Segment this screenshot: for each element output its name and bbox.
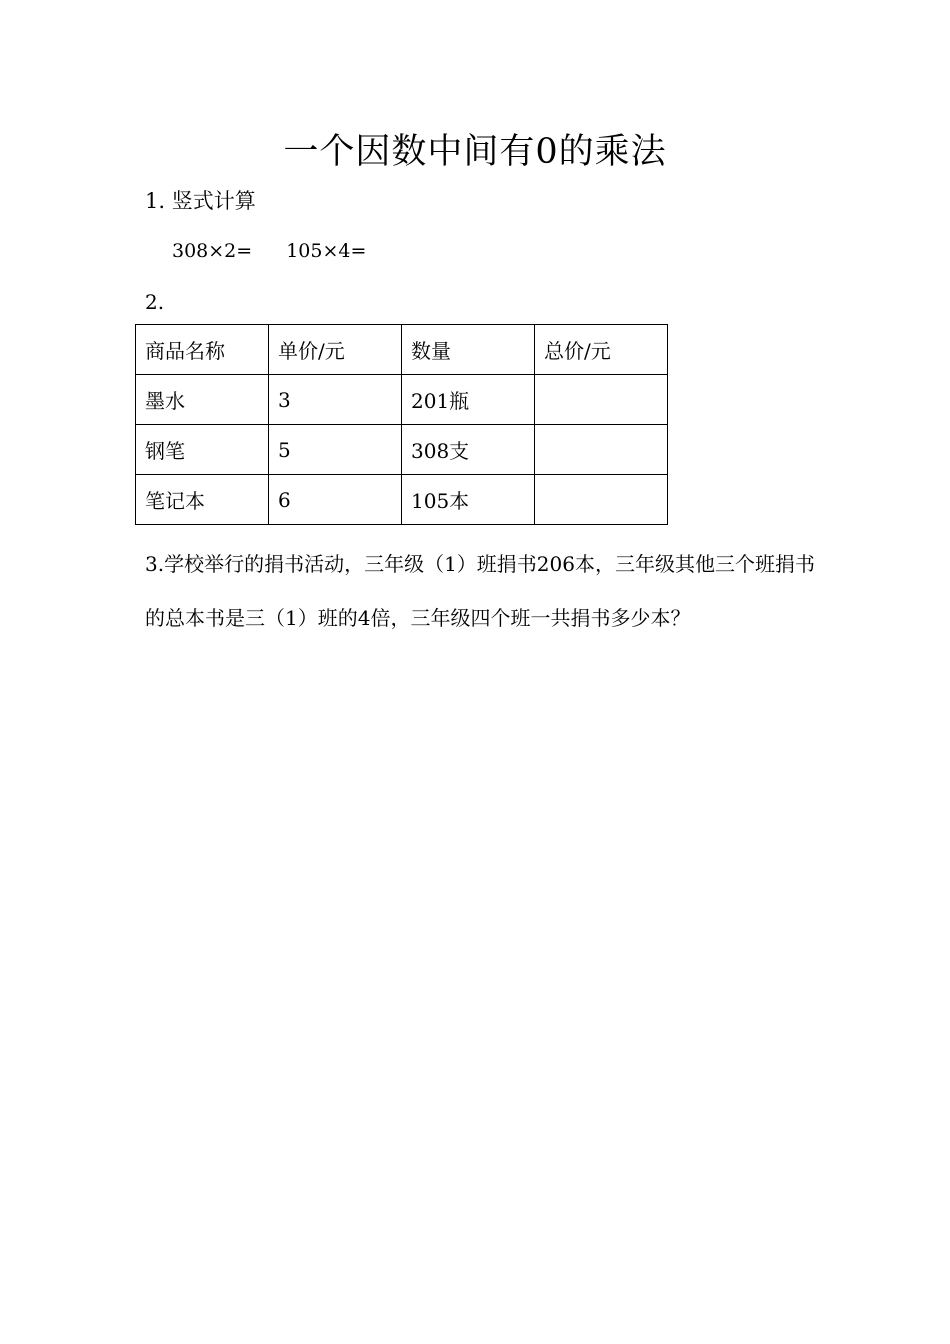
cell-total-price[interactable]: [535, 375, 668, 425]
cell-total-price[interactable]: [535, 425, 668, 475]
cell-quantity: 201瓶: [402, 375, 535, 425]
price-table: [135, 324, 668, 525]
question-1-heading: 1. 竖式计算: [145, 189, 256, 213]
header-quantity: 数量: [402, 325, 535, 375]
cell-unit-price: 6: [269, 475, 402, 525]
cell-total-price[interactable]: [535, 475, 668, 525]
table-row: [136, 475, 668, 525]
cell-product-name: 墨水: [136, 375, 269, 425]
header-unit-price: 单价/元: [269, 325, 402, 375]
cell-quantity: 105本: [402, 475, 535, 525]
cell-quantity: 308支: [402, 425, 535, 475]
cell-product-name: 笔记本: [136, 475, 269, 525]
cell-unit-price: 3: [269, 375, 402, 425]
table-header-row: [136, 325, 668, 375]
cell-unit-price: 5: [269, 425, 402, 475]
table-row: [136, 425, 668, 475]
cell-product-name: 钢笔: [136, 425, 269, 475]
question-2-heading: 2.: [145, 290, 165, 314]
header-product-name: 商品名称: [136, 325, 269, 375]
question-1-expressions: [172, 237, 366, 265]
table-row: [136, 375, 668, 425]
page-title: 一个因数中间有0的乘法: [283, 132, 667, 172]
question-3-text: 3.学校举行的捐书活动，三年级（1）班捐书206本，三年级其他三个班捐书的总本书是三（1）班的4倍，三年级四个班一共捐书多少本？: [145, 552, 815, 630]
expression-1: 308×2=: [172, 240, 253, 262]
header-total-price: 总价/元: [535, 325, 668, 375]
expression-2: 105×4=: [286, 240, 367, 262]
